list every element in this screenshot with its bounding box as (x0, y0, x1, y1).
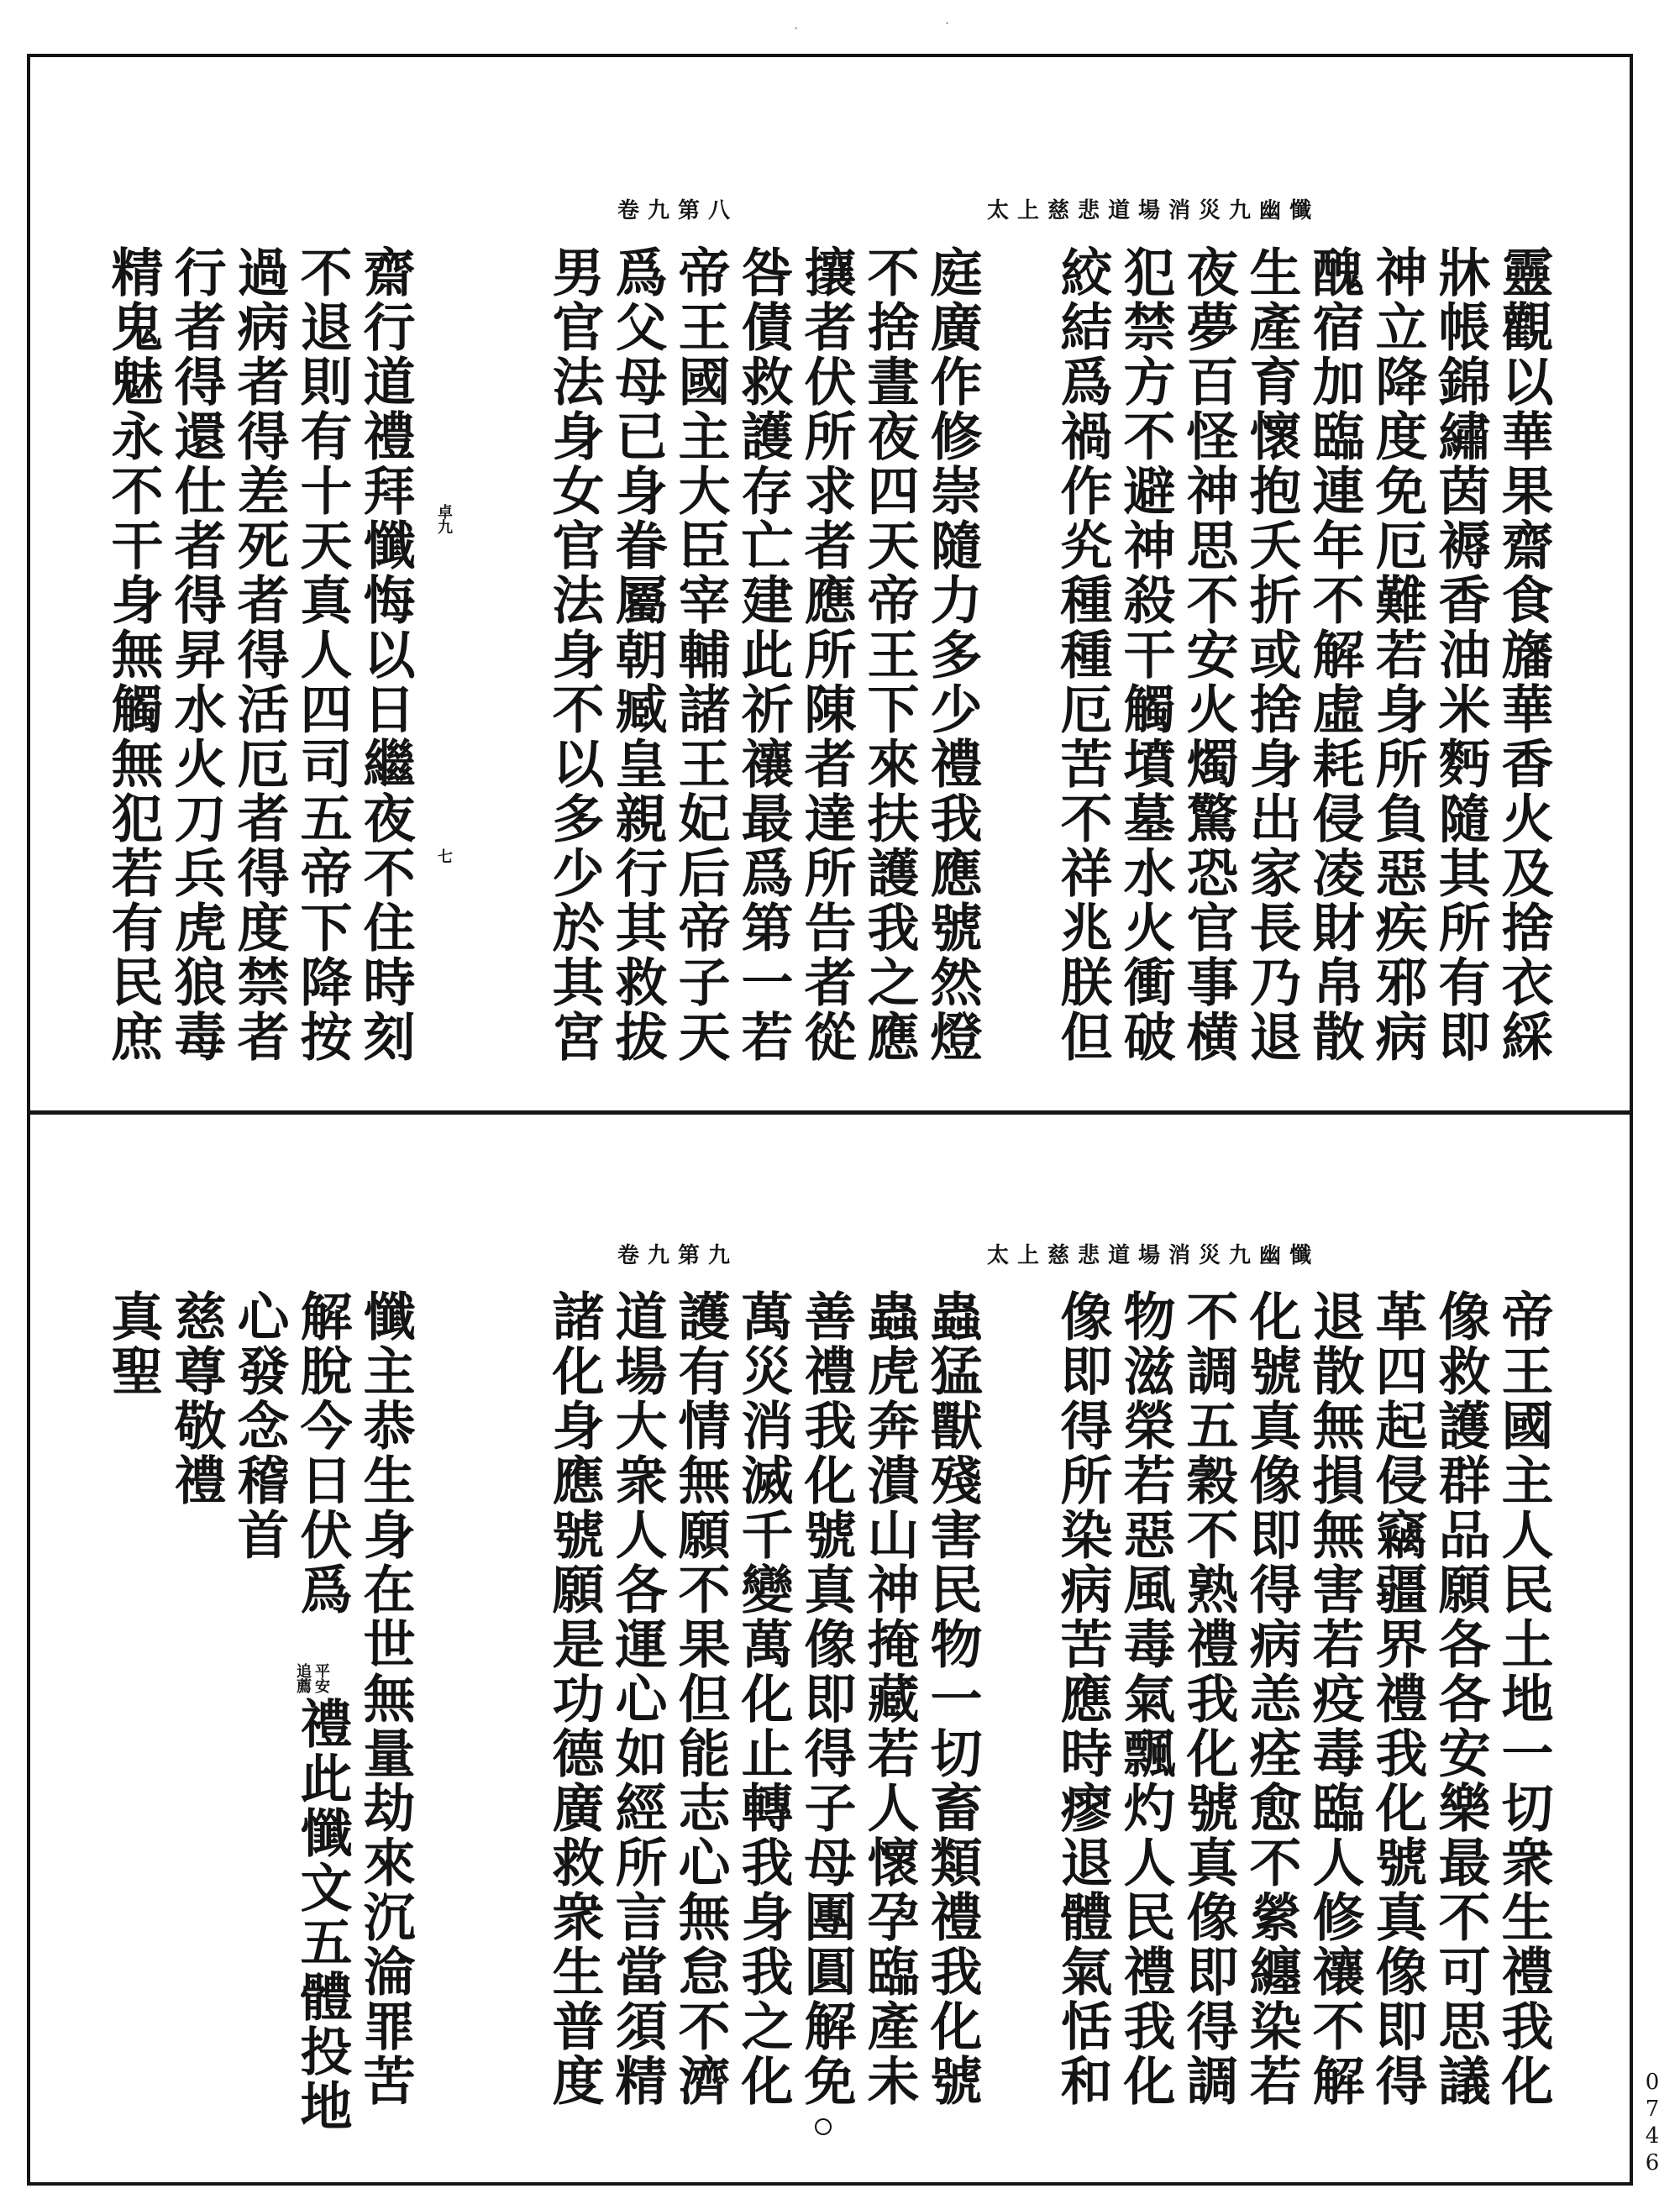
panel-divider (27, 1110, 1633, 1115)
bottom-text-column: 護有情無願不果但能志心無怠不濟 (669, 1289, 731, 2108)
bottom-text-column: 革四起侵竊疆界禮我化號真像即得 (1367, 1289, 1428, 2108)
bottom-text-column: 慈尊敬禮 (165, 1289, 227, 1508)
top-text-column: 爲父母已身眷屬朝臧皇親行其救拔 (606, 245, 668, 1064)
small-note-ping-an: 平安 (312, 1663, 330, 1693)
top-text-column: 過病者得差死者得活厄者得度禁者 (228, 245, 290, 1064)
top-text-column: 不捨晝夜四天帝王下來扶護我之應 (858, 245, 920, 1064)
bottom-text-column: 真聖 (102, 1289, 164, 1399)
bottom-text-column: 化號真像即得病恙痊愈不縈纏染若 (1241, 1289, 1302, 2108)
scan-mark: · (945, 15, 950, 31)
top-header-title: 太上慈悲道場消災九幽懺 (987, 198, 1320, 223)
top-text-column: 行者得還仕者得昇水火刀兵虎狼毒 (165, 245, 227, 1064)
top-text-column: 男官法身女官法身不以多少於其宮 (543, 245, 605, 1064)
bottom-text-column: 懺主恭生身在世無量劫來沉淪罪苦 (354, 1289, 416, 2108)
bottom-text-column: 帝王國主人民土地一切衆生禮我化 (1493, 1289, 1554, 2108)
bottom-text-column: 退散無損無害若疫毒臨人修禳不解 (1304, 1289, 1365, 2108)
bottom-header-volume: 卷九第九 (617, 1243, 739, 1268)
top-text-column: 犯禁方不避神殺干觸墳墓水火衝破 (1115, 245, 1176, 1064)
top-text-column: 不退則有十天真人四司五帝下降按 (291, 245, 353, 1064)
top-text-column: 生產育懷抱夭折或捨身出家長乃退 (1241, 245, 1302, 1064)
top-text-column: 攘者伏所求者應所陳者達所告者從 (795, 245, 857, 1064)
margin-page-number: 七 (435, 848, 453, 863)
bottom-text-column-tail: 禮此懺文五體投地 (291, 1697, 353, 2133)
bottom-text-column: 道場大衆人各運心如經所言當須精 (606, 1289, 668, 2108)
bottom-text-column: 解脫今日伏爲 (291, 1289, 353, 1617)
top-text-column: 夜夢百怪神思不安火燭驚恐官事横 (1178, 245, 1239, 1064)
bottom-text-column: 不調五穀不熟禮我化號真像即得調 (1178, 1289, 1239, 2108)
bottom-header-title: 太上慈悲道場消災九幽懺 (987, 1243, 1320, 1268)
bottom-text-column: 心發念稽首 (228, 1289, 290, 1562)
side-page-number: 0746 (1640, 2070, 1665, 2177)
top-text-column: 齋行道禮拜懺悔以日繼夜不住時刻 (354, 245, 416, 1064)
top-text-column: 庭廣作修崇隨力多少禮我應號然燈 (921, 245, 983, 1064)
top-text-column: 咎債救護存亡建此祈禳最爲第一若 (732, 245, 794, 1064)
bottom-text-column: 像救護群品願各各安樂最不可思議 (1430, 1289, 1491, 2108)
punctuation-circle (815, 1302, 832, 1319)
bottom-text-column: 萬災消滅千變萬化止轉我身我之化 (732, 1289, 794, 2108)
bottom-text-column: 善禮我化號真像即得子母團圓解免 (795, 1289, 857, 2108)
top-text-column: 絞結爲禍作㶢種種厄苦不祥兆朕但 (1052, 245, 1113, 1064)
bottom-text-column: 諸化身應號願是功德廣救衆生普度 (543, 1289, 605, 2108)
top-text-column: 精鬼魅永不干身無觸無犯若有民庶 (102, 245, 164, 1064)
scan-mark: · (794, 20, 799, 36)
top-header-volume: 卷九第八 (617, 198, 739, 223)
small-note-zhui-jian: 追薦 (294, 1663, 312, 1693)
bottom-text-column: 像即得所染病苦應時瘳退體氣恬和 (1052, 1289, 1113, 2108)
bottom-text-column: 蟲虎奔潰山神掩藏若人懷孕臨產未 (858, 1289, 920, 2108)
margin-note: 卓九 (435, 504, 453, 534)
punctuation-circle (815, 1026, 832, 1043)
top-text-column: 神立降度免厄難若身所負惡疾邪病 (1367, 245, 1428, 1064)
punctuation-circle (815, 277, 832, 294)
top-text-column: 牀帳錦繡茵褥香油米麪隨其所有即 (1430, 245, 1491, 1064)
bottom-text-column: 物滋榮若惡風毒氣飄灼人民禮我化 (1115, 1289, 1176, 2108)
bottom-text-column: 蟲猛獸殘害民物一切畜類禮我化號 (921, 1289, 983, 2108)
top-text-column: 帝王國主大臣宰輔諸王妃后帝子天 (669, 245, 731, 1064)
top-text-column: 靈觀以華果齋食旛華香火及捨衣綵 (1493, 245, 1554, 1064)
top-text-column: 醜宿加臨連年不解虛耗侵凌財帛散 (1304, 245, 1365, 1064)
punctuation-circle (815, 2118, 832, 2135)
